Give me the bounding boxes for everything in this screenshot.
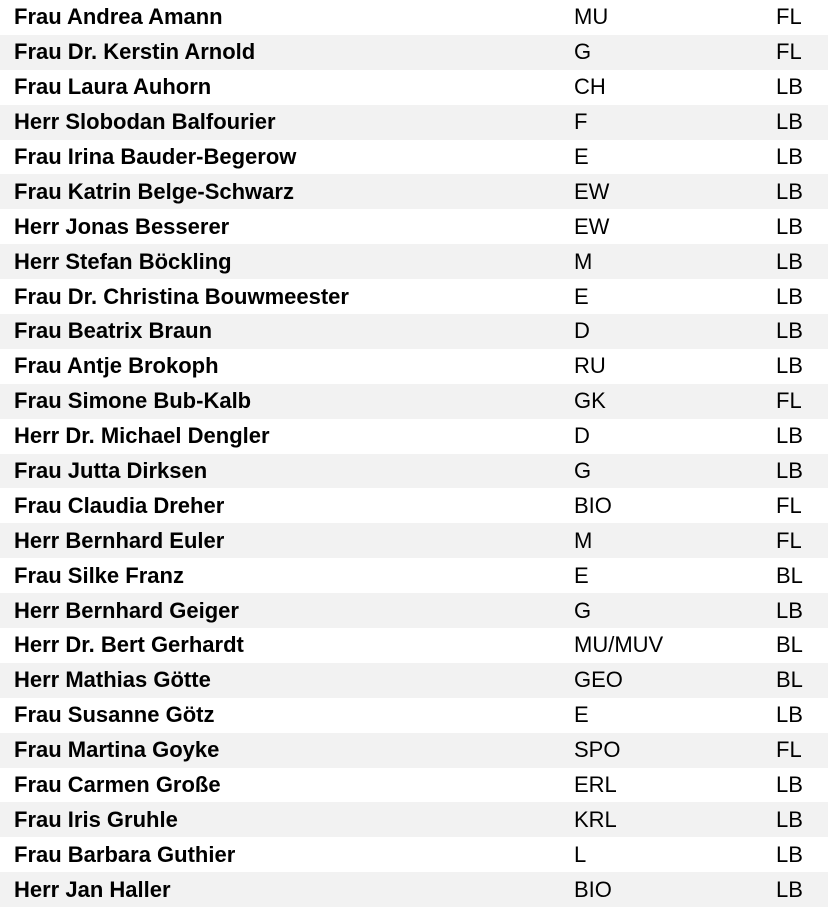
staff-name-cell: Herr Jonas Besserer (14, 213, 230, 239)
subject-cell: E (574, 283, 589, 309)
subject-cell: GEO (574, 667, 623, 693)
table-row (0, 872, 828, 907)
subject-cell: E (574, 702, 589, 728)
role-cell: LB (776, 806, 803, 832)
table-row (0, 314, 828, 349)
table-row (0, 454, 828, 489)
role-cell: LB (776, 458, 803, 484)
role-cell: LB (776, 283, 803, 309)
role-cell: LB (776, 702, 803, 728)
subject-cell: F (574, 109, 588, 135)
subject-cell: BIO (574, 492, 612, 518)
role-cell: LB (776, 213, 803, 239)
subject-cell: E (574, 562, 589, 588)
table-row (0, 105, 828, 140)
subject-cell: CH (574, 74, 606, 100)
table-row (0, 419, 828, 454)
subject-cell: E (574, 144, 589, 169)
role-cell: LB (776, 423, 803, 449)
subject-cell: GK (574, 388, 606, 414)
role-cell: FL (776, 388, 802, 414)
table-row (0, 349, 828, 384)
staff-name-cell: Frau Beatrix Braun (14, 318, 213, 344)
staff-name-cell: Frau Simone Bub-Kalb (14, 388, 252, 414)
role-cell: LB (776, 178, 803, 204)
subject-cell: MU (574, 4, 609, 30)
staff-name-cell: Frau Susanne Götz (14, 702, 215, 728)
staff-name-cell: Frau Antje Brokoph (14, 353, 219, 379)
staff-name-cell: Frau Dr. Kerstin Arnold (14, 39, 256, 65)
staff-name-cell: Frau Andrea Amann (14, 4, 223, 30)
role-cell: FL (776, 737, 802, 763)
staff-name-cell: Frau Barbara Guthier (14, 841, 236, 867)
role-cell: LB (776, 248, 803, 274)
role-cell: LB (776, 841, 803, 867)
table-row (0, 140, 828, 175)
subject-cell: MU/MUV (574, 632, 664, 658)
table-row (0, 558, 828, 593)
table-row (0, 523, 828, 558)
staff-name-cell: Herr Jan Haller (14, 876, 171, 902)
subject-cell: L (574, 841, 587, 867)
table-row (0, 279, 828, 314)
role-cell: LB (776, 74, 803, 100)
role-cell: LB (776, 772, 803, 798)
staff-name-cell: Herr Dr. Bert Gerhardt (14, 632, 244, 658)
table-row (0, 593, 828, 628)
table-row (0, 698, 828, 733)
table-row (0, 70, 828, 105)
staff-name-cell: Frau Jutta Dirksen (14, 458, 208, 484)
subject-cell: SPO (574, 737, 621, 763)
staff-name-cell: Frau Katrin Belge-Schwarz (14, 178, 294, 204)
subject-cell: G (574, 597, 592, 623)
staff-name-cell: Frau Irina Bauder-Begerow (14, 144, 297, 169)
role-cell: LB (776, 109, 803, 135)
staff-name-cell: Frau Claudia Dreher (14, 492, 225, 518)
table-row (0, 768, 828, 803)
subject-cell: D (574, 423, 590, 449)
role-cell: FL (776, 492, 802, 518)
subject-cell: BIO (574, 876, 612, 902)
staff-name-cell: Herr Bernhard Geiger (14, 597, 239, 623)
subject-cell: KRL (574, 806, 617, 832)
table-row (0, 35, 828, 70)
subject-cell: EW (574, 213, 610, 239)
subject-cell: ERL (574, 772, 617, 798)
role-cell: FL (776, 39, 802, 65)
role-cell: LB (776, 597, 803, 623)
table-row (0, 663, 828, 698)
staff-name-cell: Herr Slobodan Balfourier (14, 109, 276, 135)
table-row (0, 384, 828, 419)
staff-name-cell: Herr Bernhard Euler (14, 527, 225, 553)
subject-cell: M (574, 527, 593, 553)
role-cell: LB (776, 318, 803, 344)
table-row (0, 0, 828, 35)
role-cell: FL (776, 4, 802, 30)
role-cell: BL (776, 562, 803, 588)
subject-cell: G (574, 39, 592, 65)
subject-cell: D (574, 318, 590, 344)
table-row (0, 733, 828, 768)
subject-cell: M (574, 248, 593, 274)
subject-cell: G (574, 458, 592, 484)
table-row (0, 174, 828, 209)
role-cell: LB (776, 353, 803, 379)
staff-name-cell: Frau Dr. Christina Bouwmeester (14, 283, 349, 309)
table-row (0, 244, 828, 279)
table-row (0, 802, 828, 837)
staff-name-cell: Frau Iris Gruhle (14, 806, 178, 832)
staff-name-cell: Herr Dr. Michael Dengler (14, 423, 270, 449)
staff-name-cell: Herr Stefan Böckling (14, 248, 232, 274)
role-cell: LB (776, 876, 803, 902)
role-cell: BL (776, 667, 803, 693)
role-cell: LB (776, 144, 803, 169)
staff-name-cell: Herr Mathias Götte (14, 667, 211, 693)
staff-name-cell: Frau Carmen Große (14, 772, 221, 798)
staff-name-cell: Frau Laura Auhorn (14, 74, 212, 100)
table-row (0, 837, 828, 872)
role-cell: BL (776, 632, 803, 658)
table-row (0, 209, 828, 244)
subject-cell: EW (574, 178, 610, 204)
subject-cell: RU (574, 353, 606, 379)
staff-name-cell: Frau Martina Goyke (14, 737, 220, 763)
staff-name-cell: Frau Silke Franz (14, 562, 184, 588)
table-row (0, 628, 828, 663)
table-row (0, 488, 828, 523)
role-cell: FL (776, 527, 802, 553)
